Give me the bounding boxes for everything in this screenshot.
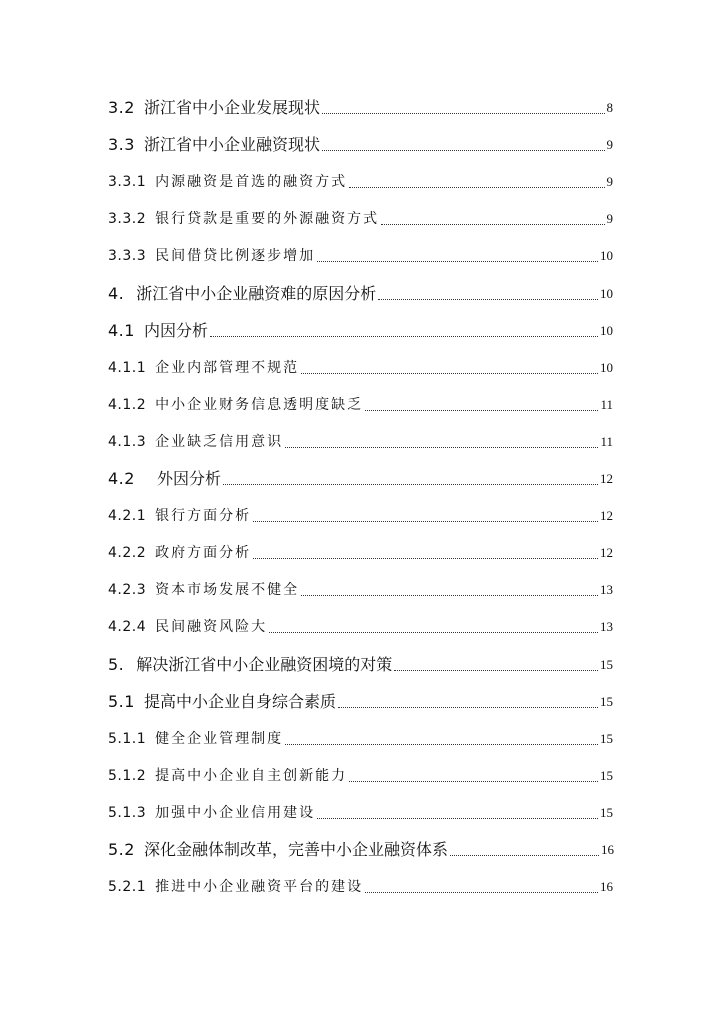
dot-leader (223, 483, 598, 485)
dot-leader (285, 446, 598, 448)
toc-entry-title: 外因分析 (156, 469, 221, 488)
toc-entry-title: 中小企业财务信息透明度缺乏 (155, 397, 364, 413)
toc-entry-title: 提高中小企业自主创新能力 (155, 768, 348, 784)
toc-entry-number: 4.2.2 (108, 545, 147, 561)
toc-entry[interactable] (108, 799, 613, 823)
toc-entry-title: 民间融资风险大 (155, 619, 268, 635)
toc-entry-page: 13 (600, 582, 613, 597)
toc-entry-title: 政府方面分析 (155, 545, 252, 561)
toc-entry-page: 10 (600, 248, 613, 263)
toc-entry-number: 4.1.3 (108, 434, 147, 450)
toc-entry-page: 15 (600, 657, 613, 672)
toc-entry-number: 4.2 (108, 469, 135, 488)
toc-entry-number: 3.3.2 (108, 211, 147, 227)
toc-entry-number: 5.1 (108, 692, 135, 711)
toc-entry-page: 12 (600, 545, 613, 560)
toc-entry-page: 10 (600, 360, 613, 375)
toc-entry-page: 8 (606, 100, 613, 115)
dot-leader (322, 149, 605, 151)
toc-entry-number: 5. (108, 655, 125, 674)
dot-leader (394, 669, 598, 671)
toc-entry-page: 11 (600, 434, 613, 449)
toc-entry-page: 16 (600, 879, 613, 894)
toc-entry[interactable] (108, 576, 613, 600)
toc-entry[interactable] (108, 725, 613, 749)
toc-entry-title: 企业内部管理不规范 (155, 360, 300, 376)
toc-entry[interactable] (108, 502, 613, 526)
toc-entry[interactable] (108, 539, 613, 563)
toc-entry-number: 4.2.3 (108, 582, 147, 598)
toc-entry-title: 浙江省中小企业发展现状 (143, 98, 320, 117)
dot-leader (253, 520, 598, 522)
toc-entry-title: 健全企业管理制度 (155, 731, 284, 747)
toc-entry-title: 资本市场发展不健全 (155, 582, 300, 598)
toc-entry-page: 15 (600, 731, 613, 746)
dot-leader (365, 891, 598, 893)
toc-entry[interactable] (108, 613, 613, 637)
toc-entry[interactable] (108, 168, 613, 192)
dot-leader (450, 854, 599, 856)
toc-entry-title: 加强中小企业信用建设 (155, 805, 316, 821)
toc-entry-page: 16 (601, 842, 614, 857)
toc-entry-page: 15 (600, 694, 613, 709)
dot-leader (269, 631, 598, 633)
toc-entry[interactable] (108, 688, 613, 712)
toc-entry-number: 4.1.1 (108, 360, 147, 376)
toc-entry-title: 银行贷款是重要的外源融资方式 (155, 211, 380, 227)
toc-entry-page: 12 (600, 471, 613, 486)
toc-entry-title: 推进中小企业融资平台的建设 (155, 879, 364, 895)
dot-leader (338, 706, 598, 708)
toc-entry-title: 银行方面分析 (155, 508, 252, 524)
toc-entry[interactable] (108, 205, 613, 229)
dot-leader (378, 298, 598, 300)
toc-entry-number: 5.2.1 (108, 879, 147, 895)
toc-entry-number: 4.2.1 (108, 508, 147, 524)
toc-entry-title: 提高中小企业自身综合素质 (143, 692, 336, 711)
toc-entry-page: 9 (606, 174, 613, 189)
dot-leader (381, 223, 604, 225)
toc-entry[interactable] (108, 317, 613, 341)
dot-leader (365, 409, 598, 411)
toc-entry-title: 深化金融体制改革，完善中小企业融资体系 (143, 840, 448, 859)
toc-entry-page: 15 (600, 768, 613, 783)
toc-entry-title: 解决浙江省中小企业融资困境的对策 (136, 655, 393, 674)
toc-entry-number: 3.3.1 (108, 174, 147, 190)
dot-leader (253, 557, 598, 559)
toc-entry-number: 5.1.1 (108, 731, 147, 747)
toc-entry-title: 民间借贷比例逐步增加 (155, 248, 316, 264)
toc-entry-page: 13 (600, 619, 613, 634)
toc-entry-number: 5.1.2 (108, 768, 147, 784)
toc-entry[interactable] (108, 131, 613, 155)
toc-entry-number: 4. (108, 284, 125, 303)
dot-leader (301, 594, 598, 596)
toc-entry[interactable] (108, 242, 613, 266)
toc-entry-title: 浙江省中小企业融资现状 (143, 135, 320, 154)
dot-leader (322, 112, 605, 114)
toc-entry-page: 15 (600, 805, 613, 820)
toc-entry[interactable] (108, 94, 613, 118)
toc-entry[interactable] (108, 873, 613, 897)
toc-entry-number: 3.2 (108, 98, 135, 117)
toc-entry-number: 4.1.2 (108, 397, 147, 413)
dot-leader (210, 335, 598, 337)
dot-leader (349, 186, 604, 188)
toc-entry-page: 10 (600, 286, 613, 301)
toc-entry-number: 3.3 (108, 135, 135, 154)
dot-leader (317, 260, 598, 262)
toc-entry-page: 10 (600, 323, 613, 338)
toc-entry[interactable] (108, 391, 613, 415)
toc-entry[interactable] (108, 428, 613, 452)
toc-entry[interactable] (108, 836, 614, 860)
dot-leader (285, 743, 598, 745)
toc-entry[interactable] (108, 354, 613, 378)
toc-entry-title: 企业缺乏信用意识 (155, 434, 284, 450)
toc-entry[interactable] (108, 762, 613, 786)
toc-entry-page: 12 (600, 508, 613, 523)
toc-entry-page: 9 (606, 211, 613, 226)
toc-entry-title: 浙江省中小企业融资难的原因分析 (136, 284, 377, 303)
dot-leader (349, 780, 598, 782)
toc-entry[interactable] (108, 280, 613, 304)
toc-entry-page: 9 (606, 137, 613, 152)
toc-entry-number: 5.2 (108, 840, 135, 859)
toc-entry-number: 4.2.4 (108, 619, 147, 635)
toc-entry-title: 内源融资是首选的融资方式 (155, 174, 348, 190)
toc-entry-title: 内因分析 (143, 321, 208, 340)
toc-entry-page: 11 (600, 397, 613, 412)
toc-entry[interactable] (108, 465, 613, 489)
dot-leader (317, 817, 598, 819)
toc-entry-number: 3.3.3 (108, 248, 147, 264)
dot-leader (301, 372, 598, 374)
toc-entry-number: 5.1.3 (108, 805, 147, 821)
toc-entry[interactable] (108, 651, 613, 675)
toc-entry-number: 4.1 (108, 321, 135, 340)
